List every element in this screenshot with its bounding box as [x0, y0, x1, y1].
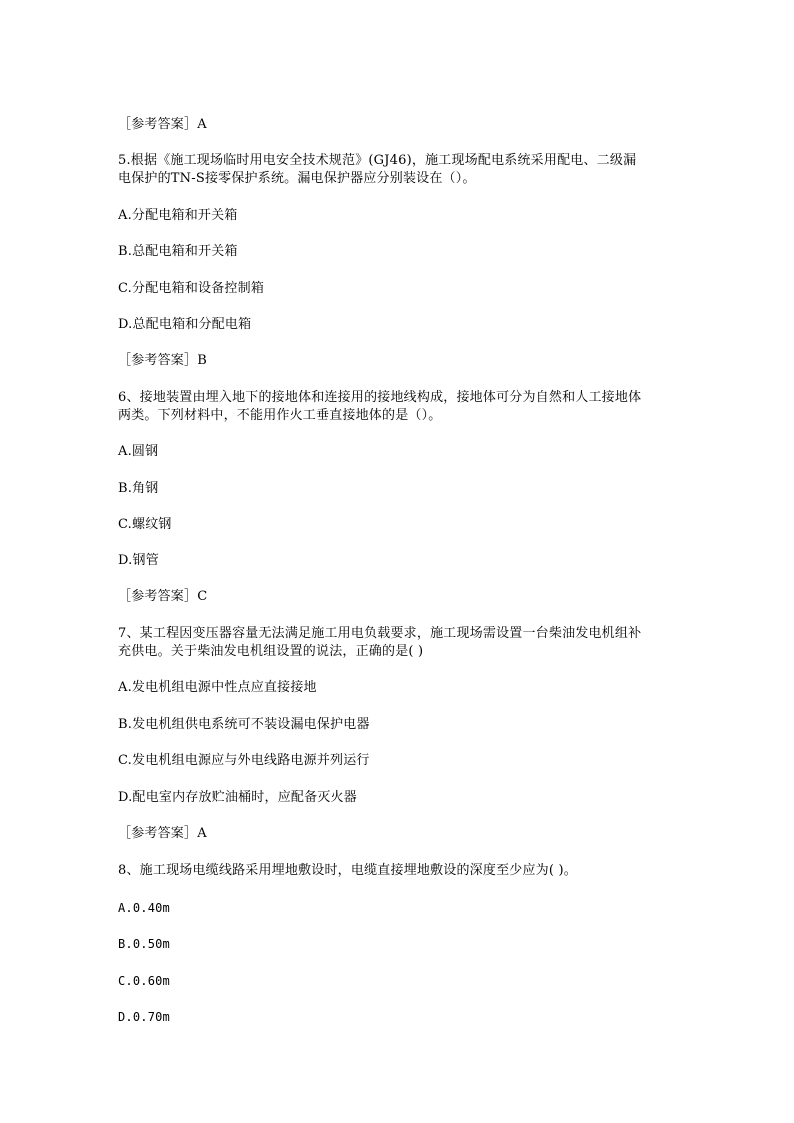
question-text: 两类。下列材料中，不能用作火工垂直接地体的是（）。	[118, 408, 442, 423]
option-line: A.0.40m	[118, 901, 170, 915]
option-line: C.0.60m	[118, 974, 170, 988]
answer-line: ［参考答案］A	[118, 826, 207, 841]
question-text: 充供电。关于柴油发电机组设置的说法，正确的是( )	[118, 644, 424, 659]
question-text: 5.根据《施工现场临时用电安全技术规范》(GJ46)，施工现场配电系统采用配电、二级漏	[118, 153, 637, 168]
option-line: B.角钢	[118, 481, 159, 496]
option-line: A.发电机组电源中性点应直接接地	[118, 680, 317, 695]
option-line: C.螺纹钢	[118, 517, 172, 532]
option-line: D.配电室内存放贮油桶时，应配备灭火器	[118, 790, 357, 805]
question-text: 6、接地装置由埋入地下的接地体和连接用的接地线构成，接地体可分为自然和人工接地体	[118, 390, 642, 405]
option-line: D.钢管	[118, 553, 159, 568]
option-line: D.0.70m	[118, 1010, 170, 1024]
answer-line: ［参考答案］A	[118, 117, 207, 132]
option-line: C.发电机组电源应与外电线路电源并列运行	[118, 753, 370, 768]
option-line: A.圆钢	[118, 444, 159, 459]
question-text: 7、某工程因变压器容量无法满足施工用电负载要求，施工现场需设置一台柴油发电机组补	[118, 626, 642, 641]
option-line: C.分配电箱和设备控制箱	[118, 281, 265, 296]
question-text: 8、施工现场电缆线路采用埋地敷设时，电缆直接埋地敷设的深度至少应为( )。	[118, 863, 577, 878]
question-text: 电保护的TN-S接零保护系统。漏电保护器应分别装设在（）。	[118, 171, 476, 186]
option-line: B.总配电箱和开关箱	[118, 244, 238, 259]
option-line: B.0.50m	[118, 937, 170, 951]
answer-line: ［参考答案］B	[118, 353, 207, 368]
answer-line: ［参考答案］C	[118, 589, 208, 604]
option-line: B.发电机组供电系统可不装设漏电保护电器	[118, 717, 370, 732]
option-line: A.分配电箱和开关箱	[118, 208, 238, 223]
option-line: D.总配电箱和分配电箱	[118, 317, 252, 332]
